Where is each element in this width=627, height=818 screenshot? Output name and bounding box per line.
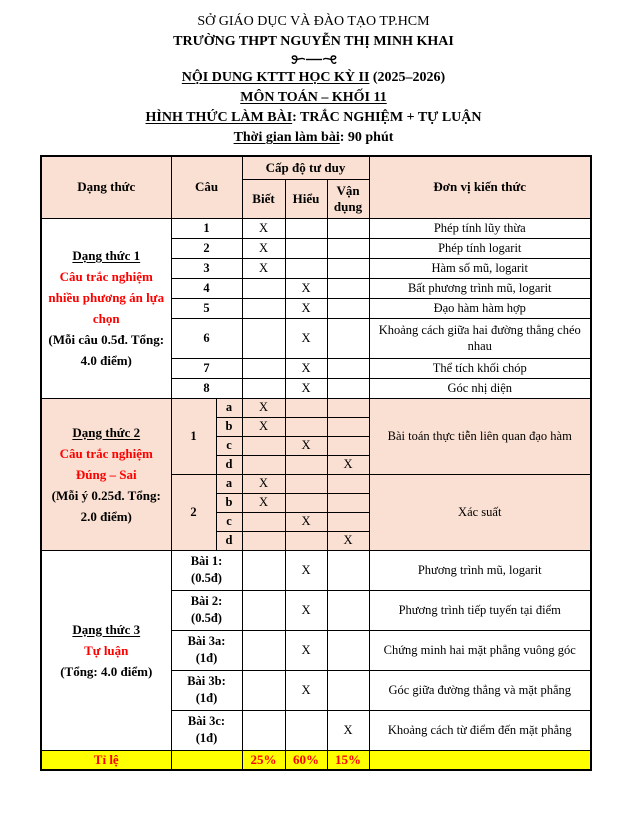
question-number: 2 — [171, 474, 216, 550]
section1-title: Dạng thức 1 — [72, 248, 141, 263]
ornament-divider-icon — [0, 53, 627, 67]
mark-hieu: X — [285, 630, 327, 670]
section3-label-cell — [41, 550, 171, 750]
mark-van-dung — [327, 298, 369, 318]
mark-van-dung — [327, 278, 369, 298]
mark-van-dung — [327, 238, 369, 258]
knowledge-unit: Khoảng cách từ điểm đến mặt phẳng — [369, 710, 591, 750]
section3-note: (Tổng: 4.0 điểm) — [60, 663, 153, 679]
ratio-empty-cell — [171, 750, 242, 770]
mark-hieu — [285, 258, 327, 278]
mark-van-dung — [327, 358, 369, 378]
mark-van-dung: X — [327, 455, 369, 474]
ratio-empty-cell — [369, 750, 591, 770]
mark-biet: X — [242, 258, 285, 278]
document-heading — [0, 0, 627, 148]
mark-hieu — [285, 710, 327, 750]
mark-van-dung — [327, 436, 369, 455]
question-number: 3 — [171, 258, 242, 278]
sub-item-letter: a — [216, 398, 242, 417]
question-number: 6 — [171, 318, 242, 358]
mark-biet — [242, 318, 285, 358]
subject-line: MÔN TOÁN – KHỐI 11 — [240, 90, 387, 105]
col-header-dang-thuc: Dạng thức — [41, 156, 171, 218]
knowledge-unit: Bất phương trình mũ, logarit — [369, 278, 591, 298]
ratio-row — [41, 750, 591, 770]
mark-van-dung — [327, 493, 369, 512]
sub-item-letter: b — [216, 493, 242, 512]
knowledge-unit: Xác suất — [369, 474, 591, 550]
mark-biet: X — [242, 493, 285, 512]
mark-hieu: X — [285, 358, 327, 378]
table-row — [41, 398, 591, 417]
mark-hieu: X — [285, 670, 327, 710]
exercise-label: Bài 2: (0.5đ) — [171, 590, 242, 630]
format-line — [0, 108, 627, 128]
section3-title: Dạng thức 3 — [72, 621, 141, 637]
knowledge-unit: Chứng minh hai mặt phẳng vuông góc — [369, 630, 591, 670]
doc-title-line — [0, 68, 627, 88]
section3-subtitle: Tự luận — [84, 642, 129, 658]
mark-hieu — [285, 474, 327, 493]
format-label: HÌNH THỨC LÀM BÀI — [145, 110, 293, 125]
mark-van-dung — [327, 512, 369, 531]
ratio-hieu: 60% — [285, 750, 327, 770]
format-value: : TRẮC NGHIỆM + TỰ LUẬN — [292, 110, 482, 125]
sub-item-letter: c — [216, 436, 242, 455]
mark-van-dung — [327, 670, 369, 710]
mark-biet — [242, 378, 285, 398]
mark-biet: X — [242, 218, 285, 238]
knowledge-unit: Bài toán thực tiễn liên quan đạo hàm — [369, 398, 591, 474]
knowledge-unit: Phép tính lũy thừa — [369, 218, 591, 238]
mark-biet: X — [242, 474, 285, 493]
sub-item-letter: d — [216, 455, 242, 474]
question-number: 1 — [171, 218, 242, 238]
mark-biet — [242, 278, 285, 298]
knowledge-unit: Phép tính logarit — [369, 238, 591, 258]
doc-title-year: (2025–2026) — [369, 70, 446, 85]
ratio-van-dung: 15% — [327, 750, 369, 770]
mark-hieu: X — [285, 378, 327, 398]
mark-van-dung — [327, 398, 369, 417]
mark-biet — [242, 298, 285, 318]
col-header-cau: Câu — [171, 156, 242, 218]
exercise-label: Bài 3a: (1đ) — [171, 630, 242, 670]
mark-biet — [242, 436, 285, 455]
col-header-biet: Biết — [242, 179, 285, 218]
mark-van-dung — [327, 474, 369, 493]
knowledge-unit: Góc nhị diện — [369, 378, 591, 398]
exercise-label: Bài 3b: (1đ) — [171, 670, 242, 710]
school-name: TRƯỜNG THPT NGUYỄN THỊ MINH KHAI — [173, 34, 454, 49]
knowledge-unit: Khoảng cách giữa hai đường thẳng chéo nhau — [369, 318, 591, 358]
mark-van-dung — [327, 318, 369, 358]
mark-hieu: X — [285, 298, 327, 318]
mark-hieu — [285, 417, 327, 436]
department-name: SỞ GIÁO DỤC VÀ ĐÀO TẠO TP.HCM — [197, 14, 430, 29]
section1-note: (Mỗi câu 0.5đ. Tổng: 4.0 điểm) — [48, 332, 165, 368]
mark-van-dung: X — [327, 531, 369, 550]
mark-biet: X — [242, 398, 285, 417]
mark-biet — [242, 531, 285, 550]
col-header-hieu: Hiểu — [285, 179, 327, 218]
mark-hieu: X — [285, 278, 327, 298]
mark-van-dung — [327, 630, 369, 670]
section2-note: (Mỗi ý 0.25đ. Tổng: 2.0 điểm) — [51, 487, 161, 524]
exercise-label: Bài 1: (0.5đ) — [171, 550, 242, 590]
question-number: 7 — [171, 358, 242, 378]
question-number: 4 — [171, 278, 242, 298]
mark-hieu — [285, 493, 327, 512]
sub-item-letter: a — [216, 474, 242, 493]
mark-van-dung — [327, 218, 369, 238]
question-number: 5 — [171, 298, 242, 318]
mark-van-dung — [327, 378, 369, 398]
exam-matrix-table — [40, 155, 592, 771]
mark-biet — [242, 630, 285, 670]
mark-hieu: X — [285, 590, 327, 630]
section1-subtitle: Câu trắc nghiệm nhiều phương án lựa chọn — [48, 269, 165, 326]
mark-hieu — [285, 218, 327, 238]
col-header-don-vi: Đơn vị kiến thức — [369, 156, 591, 218]
duration-label: Thời gian làm bài — [233, 130, 340, 145]
table-row — [41, 218, 591, 238]
sub-item-letter: b — [216, 417, 242, 436]
doc-title: NỘI DUNG KTTT HỌC KỲ II — [181, 70, 370, 85]
ratio-biet: 25% — [242, 750, 285, 770]
sub-item-letter: c — [216, 512, 242, 531]
question-number: 2 — [171, 238, 242, 258]
mark-biet — [242, 550, 285, 590]
mark-hieu: X — [285, 512, 327, 531]
knowledge-unit: Đạo hàm hàm hợp — [369, 298, 591, 318]
col-header-van-dung: Vận dụng — [327, 179, 369, 218]
exercise-label: Bài 3c: (1đ) — [171, 710, 242, 750]
mark-hieu — [285, 398, 327, 417]
mark-hieu: X — [285, 318, 327, 358]
section2-label-cell — [41, 398, 171, 550]
mark-hieu — [285, 238, 327, 258]
section1-label-cell — [41, 218, 171, 398]
col-header-cap-do-tu-duy: Cấp độ tư duy — [242, 156, 369, 179]
section2-subtitle: Câu trắc nghiệm Đúng – Sai — [59, 445, 153, 482]
section2-title: Dạng thức 2 — [72, 424, 141, 440]
mark-biet — [242, 358, 285, 378]
mark-van-dung — [327, 550, 369, 590]
knowledge-unit: Góc giữa đường thẳng và mặt phẳng — [369, 670, 591, 710]
mark-van-dung: X — [327, 710, 369, 750]
table-row — [41, 550, 591, 590]
question-number: 1 — [171, 398, 216, 474]
question-number: 8 — [171, 378, 242, 398]
mark-hieu — [285, 455, 327, 474]
knowledge-unit: Phương trình tiếp tuyến tại điểm — [369, 590, 591, 630]
mark-hieu: X — [285, 550, 327, 590]
knowledge-unit: Thể tích khối chóp — [369, 358, 591, 378]
knowledge-unit: Hàm số mũ, logarit — [369, 258, 591, 278]
mark-hieu: X — [285, 436, 327, 455]
mark-biet — [242, 710, 285, 750]
ratio-label: Tỉ lệ — [41, 750, 171, 770]
mark-van-dung — [327, 590, 369, 630]
mark-hieu — [285, 531, 327, 550]
mark-biet: X — [242, 238, 285, 258]
mark-biet — [242, 590, 285, 630]
mark-biet — [242, 512, 285, 531]
mark-biet — [242, 670, 285, 710]
mark-biet — [242, 455, 285, 474]
mark-biet: X — [242, 417, 285, 436]
mark-van-dung — [327, 417, 369, 436]
sub-item-letter: d — [216, 531, 242, 550]
mark-van-dung — [327, 258, 369, 278]
duration-line — [0, 128, 627, 148]
duration-value: : 90 phút — [339, 130, 394, 145]
knowledge-unit: Phương trình mũ, logarit — [369, 550, 591, 590]
